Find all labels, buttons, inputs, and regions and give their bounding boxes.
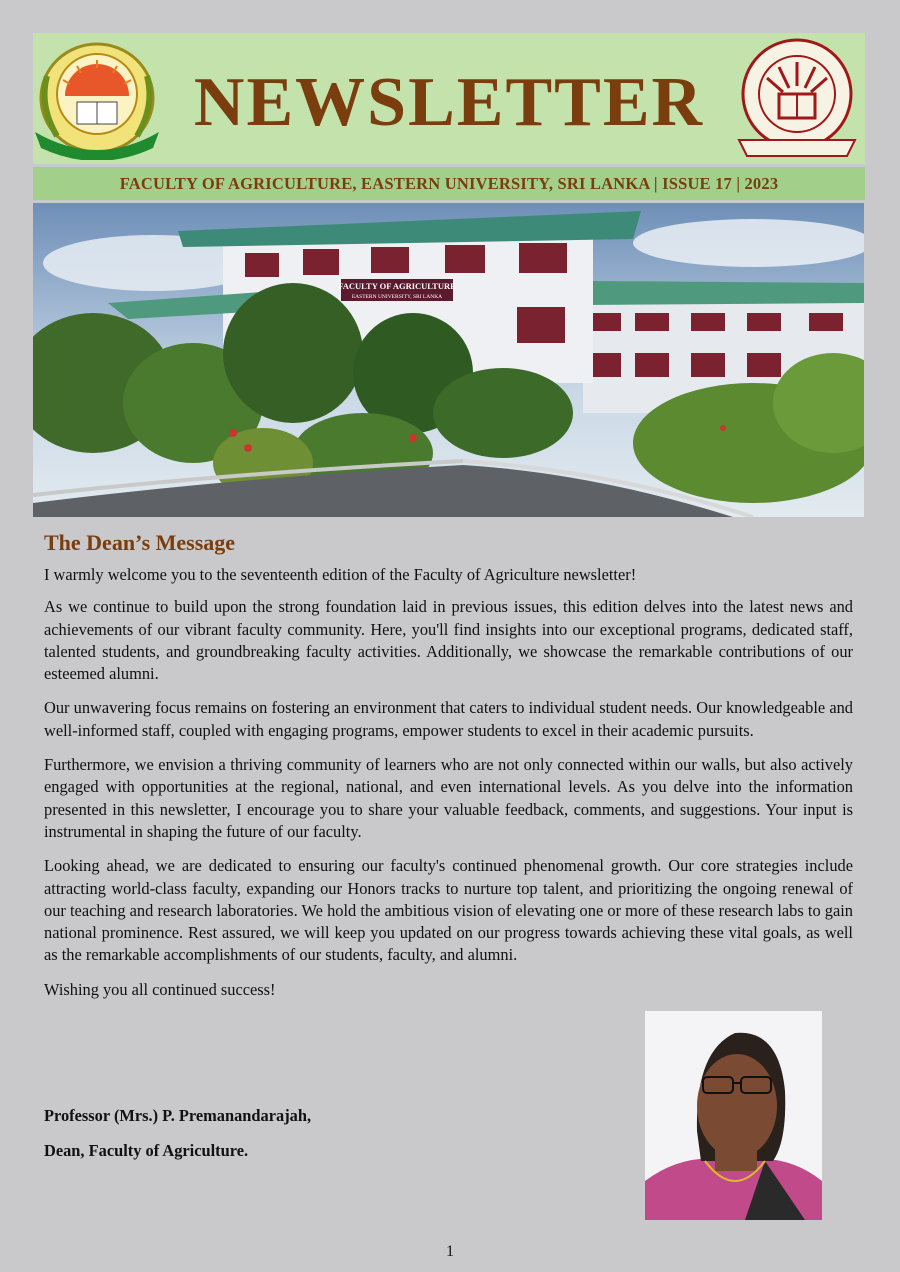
message-paragraph: Wishing you all continued success! (44, 979, 276, 999)
signatory-title: Dean, Faculty of Agriculture. (44, 1141, 249, 1160)
issue-subtitle: FACULTY OF AGRICULTURE, EASTERN UNIVERSITY, SRI LANKA | ISSUE 17 | 2023 (119, 174, 779, 193)
message-paragraph: Looking ahead, we are dedicated to ensuring our faculty's continued phenomenal growth. Our core strategies include attracting world-class faculty, expanding our Honors tracks to nurture top talent, and prioritizing the ongoing renewal of our teaching and research laboratories. We hold the ambitious vision of elevating one or more of these research labs to gain national prominence. Rest assured, we will keep you updated on our progress towards achieving these vital goals, as well as the remarkable accomplishments of our students, faculty, and alumni. (44, 856, 853, 965)
dean-portrait-photo (645, 1011, 822, 1220)
message-heading: The Dean’s Message (44, 530, 236, 555)
message-paragraph: I warmly welcome you to the seventeenth edition of the Faculty of Agriculture newsletter! (44, 565, 637, 584)
message-paragraph: Our unwavering focus remains on fostering an environment that caters to individual student needs. Our knowledgeable and well-informed staff, coupled with engaging programs, empower students to excel in their academic pursuits. (44, 698, 853, 740)
header-banner (33, 33, 865, 164)
deans-message (44, 528, 853, 1013)
page-number: 1 (446, 1243, 454, 1260)
newsletter-title: NEWSLETTER (193, 64, 705, 141)
message-paragraph: Furthermore, we envision a thriving community of learners who are not only connected within our walls, but also actively engaged with opportunities at the regional, national, and even international levels. As you delve into the information presented in this newsletter, I encourage you to share your valuable feedback, comments, and suggestions. Your input is instrumental in shaping the future of our faculty. (44, 755, 853, 841)
university-crest-logo (733, 36, 861, 160)
issue-band (33, 167, 865, 200)
building-sign-line1: FACULTY OF AGRICULTURE (338, 281, 456, 291)
signatory-name: Professor (Mrs.) P. Premanandarajah, (44, 1106, 312, 1125)
faculty-building-photo (33, 203, 864, 517)
message-paragraph: As we continue to build upon the strong foundation laid in previous issues, this edition delves into the latest news and achievements of our vibrant faculty community. Here, you'll find insights into our exceptional programs, dedicated staff, talented students, and groundbreaking faculty activities. Additionally, we showcase the remarkable contributions of our esteemed alumni. (44, 597, 853, 684)
building-sign-line2: EASTERN UNIVERSITY, SRI LANKA (351, 294, 443, 300)
